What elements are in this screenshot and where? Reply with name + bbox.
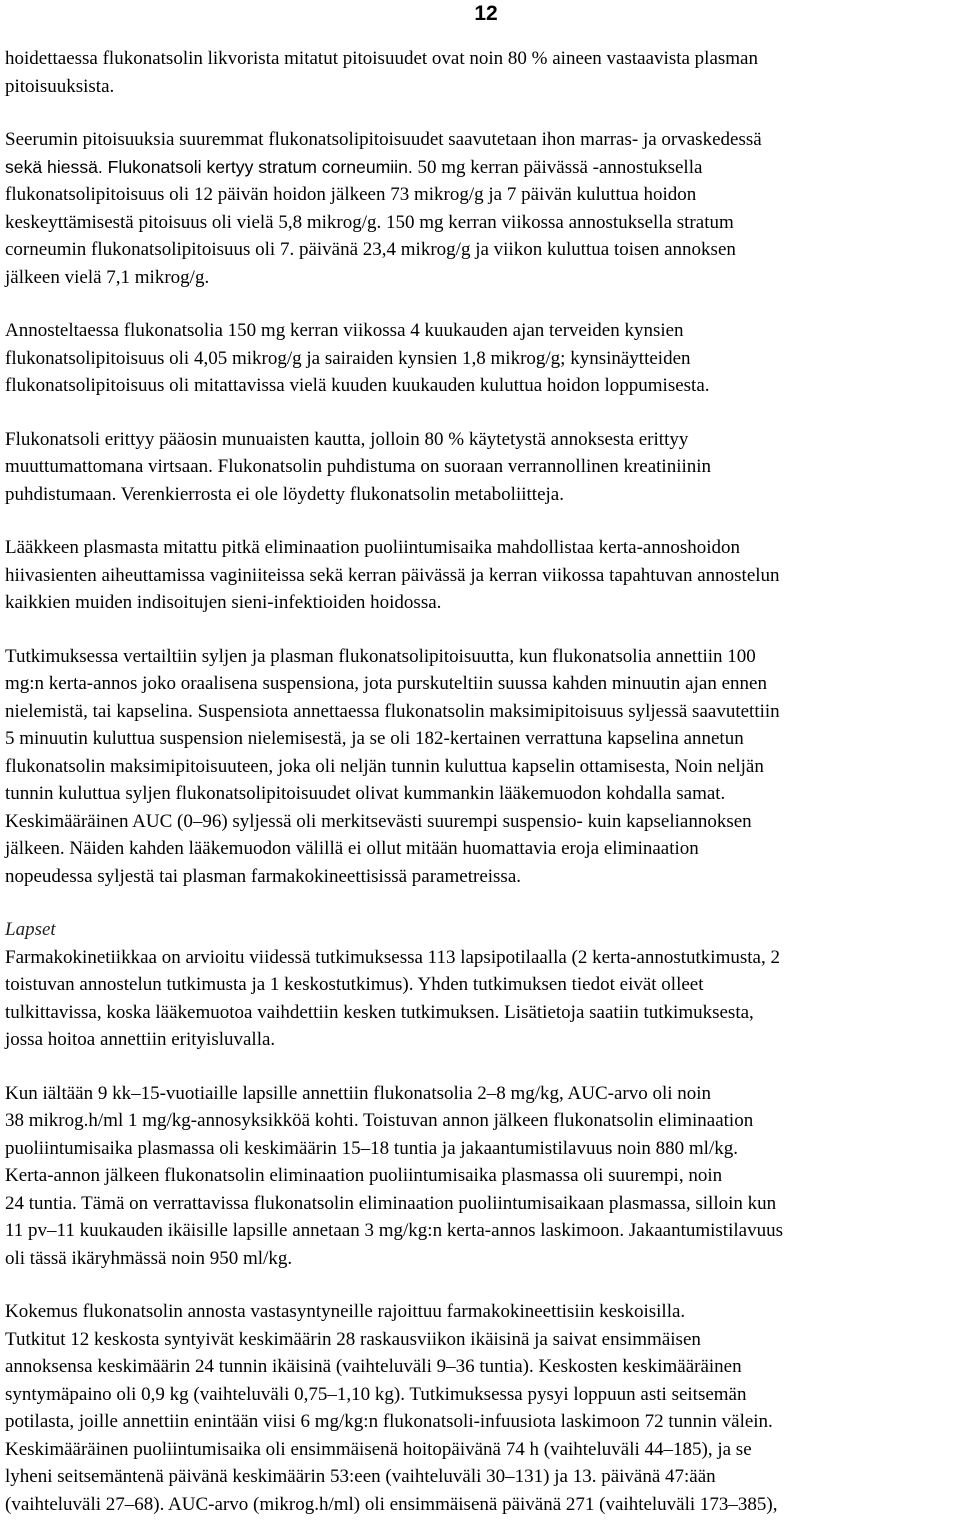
paragraph-excretion: Flukonatsoli erittyy pääosin munuaisten kautta, jolloin 80 % käytetystä annoksesta erittyy muuttumattomana virtsaan. Flukonatsolin puhdistuma on suoraan verrannollinen kreatiniinin puhdistumaan. Verenkierrosta ei ole löydetty flukonatsolin metaboliitteja.: [5, 428, 712, 505]
paragraph-half-life: Lääkkeen plasmasta mitattu pitkä eliminaation puoliintumisaika mahdollistaa kerta-annoshoidon hiivasienten aiheuttamissa vaginiiteissa sekä kerran päivässä ja kerran viikossa tapahtuvan annostelun kaikkien muiden indisoitujen sieni-infektioiden hoidossa.: [5, 537, 780, 613]
paragraph-saliva-study: Tutkimuksessa vertailtiin syljen ja plasman flukonatsolipitoisuutta, kun flukonatsolia annettiin 100 mg:n kerta-annos joko oraalisena suspensiona, jota purskuteltiin suussa kahden minuutin ajan ennen nielemistä, tai kapselina. Suspensiota annettaessa flukonatsolin maksimipitoisuus syljessä saavutettiin 5 minuutin kuluttua suspension nielemisestä, ja se oli 182-kertainen verrattuna kapselina annetun flukonatsolin maksimipitoisuuteen, joka oli neljän tunnin kuluttua kapselin ottamisesta, Noin neljän tunnin kuluttua syljen flukonatsolipitoisuudet olivat kummankin lääkemuodon kohdalla samat. Keskimääräinen AUC (0‒96) syljessä oli merkitsevästi suurempi suspensio- kuin kapseliannoksen jälkeen. Näiden kahden lääkemuodon välillä ei ollut mitään huomattavia eroja eliminaation nopeudessa syljestä tai plasman farmakokineettisissä parametreissa.: [5, 645, 780, 887]
paragraph-skin-concentration: [5, 126, 959, 291]
paragraph-skin-rest: 50 mg kerran päivässä -annostuksella flukonatsolipitoisuus oli 12 päivän hoidon jälkeen 73 mikrog/g ja 7 päivän kuluttua hoidon keskeyttämisestä pitoisuus oli vielä 5,8 mikrog/g. 150 mg kerran viikossa annostuksella stratum corneumin flukonatsolipitoisuus oli 7. päivänä 23,4 mikrog/g ja viikon kuluttua toisen annoksen jälkeen vielä 7,1 mikrog/g.: [5, 156, 736, 288]
paragraph-csf-concentration: hoidettaessa flukonatsolin likvorista mitatut pitoisuudet ovat noin 80 % aineen vastaavista plasman pitoisuuksista.: [5, 48, 758, 97]
paragraph-nail-concentration: Annosteltaessa flukonatsolia 150 mg kerran viikossa 4 kuukauden ajan terveiden kynsien flukonatsolipitoisuus oli 4,05 mikrog/g ja sairaiden kynsien 1,8 mikrog/g; kynsinäytteiden flukonatsolipitoisuus oli mitattavissa vielä kuuden kuukauden kuluttua hoidon loppumisesta.: [5, 320, 710, 396]
paragraph-pediatric-auc: Kun iältään 9 kk‒15-vuotiaille lapsille annettiin flukonatsolia 2‒8 mg/kg, AUC-arvo oli noin 38 mikrog.h/ml 1 mg/kg-annosyksikköä kohti. Toistuvan annon jälkeen flukonatsolin eliminaation puoliintumisaika plasmassa oli keskimäärin 15‒18 tuntia ja jakaantumistilavuus noin 880 ml/kg. Kerta-annon jälkeen flukonatsolin eliminaation puoliintumisaika plasmassa oli suurempi, noin 24 tuntia. Tämä on verrattavissa flukonatsolin eliminaation puoliintumisaikaan plasmassa, silloin kun 11 pv‒11 kuukauden ikäisille lapsille annetaan 3 mg/kg:n kerta-annos laskimoon. Jakaantumistilavuus oli tässä ikäryhmässä noin 950 ml/kg.: [5, 1082, 783, 1269]
document-body: [5, 45, 959, 1518]
paragraph-skin-sans-fragment: sekä hiessä. Flukonatsoli kertyy stratum corneumiin.: [5, 156, 413, 177]
paragraph-neonates: Kokemus flukonatsolin annosta vastasyntyneille rajoittuu farmakokineettisiin keskoisilla. Tutkitut 12 keskosta syntyivät keskimäärin 28 raskausviikon ikäisinä ja saivat ensimmäisen annoksensa keskimäärin 24 tunnin ikäisinä (vaihteluväli 9‒36 tuntia). Keskosten keskimääräinen syntymäpaino oli 0,9 kg (vaihteluväli 0,75‒1,10 kg). Tutkimuksessa pysyi loppuun asti seitsemän potilasta, joille annettiin enintään viisi 6 mg/kg:n flukonatsoli-infuusiota laskimoon 72 tunnin välein. Keskimääräinen puoliintumisaika oli ensimmäisenä hoitopäivänä 74 h (vaihteluväli 44‒185), ja se lyheni seitsemäntenä päivänä keskimäärin 53:een (vaihteluväli 30‒131) ja 13. päivänä 47:ään (vaihteluväli 27‒68). AUC-arvo (mikrog.h/ml) oli ensimmäisenä päivänä 271 (vaihteluväli 173‒385),: [5, 1301, 778, 1515]
section-heading-lapset: Lapset: [5, 919, 56, 940]
page-number: 12: [474, 2, 498, 25]
paragraph-pediatric-studies: Farmakokinetiikkaa on arvioitu viidessä tutkimuksessa 113 lapsipotilaalla (2 kerta-annostutkimusta, 2 toistuvan annostelun tutkimusta ja 1 keskostutkimus). Yhden tutkimuksen tiedot eivät olleet tulkittavissa, koska lääkemuotoa vaihdettiin kesken tutkimuksen. Lisätietoja saatiin tutkimuksesta, jossa hoitoa annettiin erityisluvalla.: [5, 946, 780, 1050]
paragraph-skin-lead: Seerumin pitoisuuksia suuremmat flukonatsolipitoisuudet saavutetaan ihon marras- ja orvaskedessä: [5, 129, 762, 150]
